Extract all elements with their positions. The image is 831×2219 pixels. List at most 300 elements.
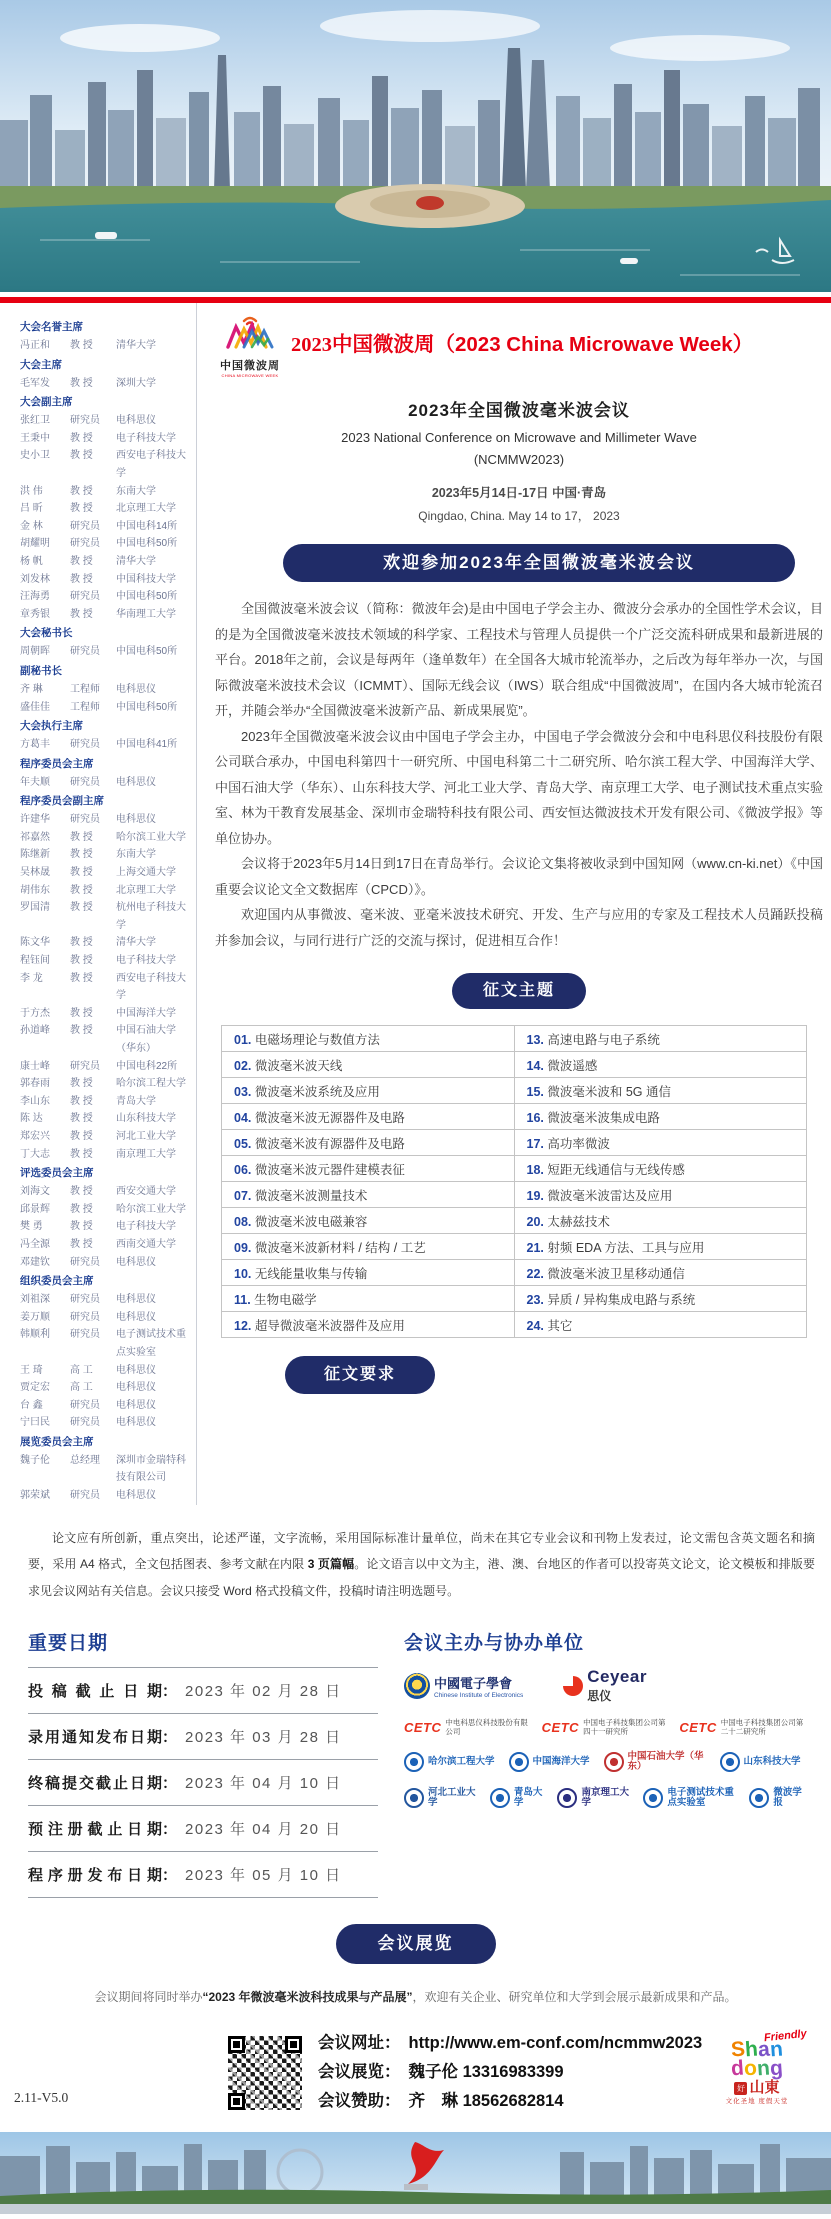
member-name: 胡伟东 xyxy=(20,884,50,896)
welcome-paragraphs xyxy=(215,596,823,953)
member-name: 王 琦 xyxy=(20,1364,43,1376)
topic-cell: 07. 微波毫米波测量技术 xyxy=(222,1182,515,1208)
contact-label: 会议赞助： xyxy=(318,2092,401,2111)
date-value: 2023 年 02 月 28 日 xyxy=(185,1683,342,1701)
contact-value: 魏子伦 13316983399 xyxy=(408,2063,564,2082)
committee-member-row xyxy=(20,699,192,717)
member-title: 教 授 xyxy=(70,1025,93,1037)
organizer-logo-row xyxy=(404,1752,817,1772)
exhibition-text: 会议期间将同时举办“2023 年微波毫米波科技成果与产品展”，欢迎有关企业、研究单位和大学到会展示最新成果和产品。 xyxy=(94,1990,737,2005)
organizer-name: 山东科技大学 xyxy=(743,1757,801,1768)
contact-value: http://www.em-conf.com/ncmmw2023 xyxy=(408,2034,703,2053)
committee-group-title: 大会执行主席 xyxy=(20,720,83,733)
member-affiliation: 深圳市金瑞特科技有限公司 xyxy=(116,1454,186,1484)
member-affiliation: 东南大学 xyxy=(116,849,156,861)
committee-group-title: 程序委员会副主席 xyxy=(20,795,104,808)
date-colon: ： xyxy=(162,1775,178,1793)
committee-member-row xyxy=(20,1236,192,1254)
topic-cell: 23. 异质 / 异构集成电路与系统 xyxy=(514,1286,807,1312)
member-name: 王秉中 xyxy=(20,432,50,444)
member-title: 研究员 xyxy=(70,538,100,550)
cetc-logo-icon: CETC xyxy=(679,1719,717,1735)
member-affiliation: 中国电科41所 xyxy=(116,739,178,751)
committee-member-row xyxy=(20,952,192,970)
important-dates-section xyxy=(28,1618,378,1898)
committee-member-row xyxy=(20,1146,192,1164)
member-name: 章秀银 xyxy=(20,608,50,620)
committee-member-row xyxy=(20,681,192,699)
member-affiliation: 东南大学 xyxy=(116,485,156,497)
member-name: 吕 昕 xyxy=(20,503,43,515)
member-title: 教 授 xyxy=(70,902,93,914)
topic-row xyxy=(222,1052,807,1078)
organizer-logo xyxy=(404,1673,523,1699)
topics-table xyxy=(221,1025,807,1338)
organizer-name: 青岛大学 xyxy=(513,1788,543,1809)
committee-member-row xyxy=(20,1183,192,1201)
organizer-logo xyxy=(404,1718,530,1736)
organizers-section xyxy=(378,1618,817,1898)
member-name: 陈 达 xyxy=(20,1113,43,1125)
member-title: 研究员 xyxy=(70,1294,100,1306)
committee-member-row xyxy=(20,829,192,847)
committee-member-row xyxy=(20,1218,192,1236)
topic-number: 08. xyxy=(234,1214,252,1229)
member-title: 工程师 xyxy=(70,701,100,713)
member-name: 祁嘉然 xyxy=(20,831,50,843)
member-name: 姜万顺 xyxy=(20,1311,50,1323)
contact-line xyxy=(318,2087,702,2116)
microwave-week-logo-icon xyxy=(224,311,276,351)
organizer-name: 中国石油大学（华东） xyxy=(627,1752,704,1773)
welcome-paragraph: 全国微波毫米波会议（简称：微波年会)是由中国电子学会主办、微波分会承办的全国性学术会议，目的是为全国微波毫米波技术领域的科学家、工程技术与管理人员提供一个广泛交流科研成果和最新进展的平台。2018年之前，会议是每两年（逢单数年）在全国各大城市轮流举办，之后改为每年举办一次，与国际微波毫米波技术会议（ICMMT）、国际无线会议（IWS）联合组成“中国微波周”，在国内各大城市轮流召开，并随会举办“全国微波毫米波新产品、新成果展览”。 xyxy=(215,601,823,718)
committee-member-row xyxy=(20,1254,192,1272)
date-label: 预注册截止日期 xyxy=(28,1821,162,1839)
university-logo-icon xyxy=(509,1752,529,1772)
member-affiliation: 电科思仪 xyxy=(116,1311,156,1323)
topic-number: 11. xyxy=(234,1292,251,1307)
organizer-logo xyxy=(720,1752,801,1772)
committee-member-row xyxy=(20,1128,192,1146)
qr-finder-icon xyxy=(228,2036,245,2053)
member-name: 方葛丰 xyxy=(20,739,50,751)
committee-member-row xyxy=(20,1022,192,1057)
member-name: 刘海文 xyxy=(20,1186,50,1198)
member-affiliation: 中国电科22所 xyxy=(116,1060,178,1072)
topic-number: 14. xyxy=(526,1058,544,1073)
important-dates-title: 重要日期 xyxy=(28,1633,109,1655)
topic-row xyxy=(222,1234,807,1260)
member-affiliation: 深圳大学 xyxy=(116,377,156,389)
member-affiliation: 清华大学 xyxy=(116,340,156,351)
member-name: 史小卫 xyxy=(20,450,50,462)
member-affiliation: 电子科技大学 xyxy=(116,955,176,967)
date-value: 2023 年 04 月 20 日 xyxy=(185,1821,342,1839)
member-affiliation: 河北工业大学 xyxy=(116,1130,176,1142)
member-affiliation: 中国石油大学（华东） xyxy=(116,1025,176,1054)
committee-member-row xyxy=(20,483,192,501)
committee-member-row xyxy=(20,1397,192,1415)
committee-member-row xyxy=(20,447,192,482)
upper-content xyxy=(0,303,831,1505)
welcome-paragraph: 欢迎国内从事微波、毫米波、亚毫米波技术研究、开发、生产与应用的专家及工程技术人员踊跃投稿并参加会议，与同行进行广泛的交流与探讨，促进相互合作！ xyxy=(215,907,823,948)
date-row xyxy=(28,1667,378,1714)
member-affiliation: 中国科技大学 xyxy=(116,573,176,585)
member-affiliation: 电科思仪 xyxy=(116,776,156,788)
committee-group-title: 展览委员会主席 xyxy=(20,1435,94,1448)
member-affiliation: 电科思仪 xyxy=(116,1417,156,1429)
organizer-name: 河北工业大学 xyxy=(428,1788,476,1809)
organizer-name: 电子测试技术重点实验室 xyxy=(667,1788,734,1809)
member-title: 教 授 xyxy=(70,608,93,620)
member-title: 教 授 xyxy=(70,867,93,879)
committee-group-title: 大会主席 xyxy=(20,358,62,371)
university-logo-icon xyxy=(643,1788,663,1808)
committee-group-title: 组织委员会主席 xyxy=(20,1275,94,1288)
member-name: 于方杰 xyxy=(20,1007,50,1019)
committee-member-row xyxy=(20,1075,192,1093)
footer-photo xyxy=(0,2132,831,2219)
member-affiliation: 清华大学 xyxy=(116,937,156,949)
topic-number: 21. xyxy=(526,1240,544,1255)
member-affiliation: 电子科技大学 xyxy=(116,432,176,444)
committee-group-title: 评选委员会主席 xyxy=(20,1167,94,1180)
date-colon: ： xyxy=(162,1729,178,1747)
topic-cell: 18. 短距无线通信与无线传感 xyxy=(514,1156,807,1182)
member-affiliation: 电科思仪 xyxy=(116,415,156,427)
organizer-name: 中电科思仪科技股份有限公司 xyxy=(445,1718,528,1737)
member-affiliation: 电科思仪 xyxy=(116,1364,156,1376)
organizers-title: 会议主办与协办单位 xyxy=(404,1633,585,1655)
organizer-logo xyxy=(749,1788,809,1808)
date-value: 2023 年 04 月 10 日 xyxy=(185,1775,342,1793)
topic-number: 19. xyxy=(526,1188,544,1203)
member-affiliation: 南京理工大学 xyxy=(116,1148,176,1160)
topic-number: 16. xyxy=(526,1110,544,1125)
committee-member-row xyxy=(20,970,192,1005)
member-title: 教 授 xyxy=(70,937,93,949)
version-label: 2.11-V5.0 xyxy=(14,2090,69,2106)
important-dates-list xyxy=(28,1667,378,1898)
member-title: 教 授 xyxy=(70,849,93,861)
shandong-word1: Shan xyxy=(730,2037,784,2062)
date-label: 程序册发布日期 xyxy=(28,1867,162,1885)
member-affiliation: 电子科技大学 xyxy=(116,1221,176,1233)
topic-row xyxy=(222,1182,807,1208)
member-title: 研究员 xyxy=(70,1490,100,1502)
conference-abbr: (NCMMW2023) xyxy=(473,452,565,467)
member-title: 教 授 xyxy=(70,1221,93,1233)
committee-member-row xyxy=(20,337,192,355)
committee-member-row xyxy=(20,934,192,952)
welcome-paragraph: 会议将于2023年5月14日到17日在青岛举行。会议论文集将被收录到中国知网（www.cn-ki.net）《中国重要会议论文全文数据库（CPCD）》。 xyxy=(215,856,823,897)
friendly-label: Friendly xyxy=(763,2028,808,2045)
committee-member-row xyxy=(20,1110,192,1128)
organizer-name: 南京理工大学 xyxy=(581,1788,629,1809)
committee-member-row xyxy=(20,588,192,606)
member-name: 汪海勇 xyxy=(20,591,50,603)
shandong-word2: dong xyxy=(730,2056,784,2081)
topic-cell: 24. 其它 xyxy=(514,1312,807,1338)
organizer-name: 中國電子學會 xyxy=(434,1675,513,1691)
committee-member-row xyxy=(20,643,192,661)
topic-number: 13. xyxy=(526,1032,544,1047)
member-title: 教 授 xyxy=(70,955,93,967)
member-affiliation: 西安电子科技大学 xyxy=(116,972,186,1002)
committee-member-row xyxy=(20,1005,192,1023)
member-name: 丁大志 xyxy=(20,1148,50,1160)
member-affiliation: 中国电科50所 xyxy=(116,591,178,603)
topic-number: 23. xyxy=(526,1292,544,1307)
date-colon: ： xyxy=(162,1867,178,1885)
topic-number: 12. xyxy=(234,1318,252,1333)
member-title: 教 授 xyxy=(70,1007,93,1019)
committee-member-row xyxy=(20,1093,192,1111)
member-name: 罗国清 xyxy=(20,902,50,914)
topic-number: 09. xyxy=(234,1240,252,1255)
committee-member-row xyxy=(20,846,192,864)
requirements-text: 论文应有所创新，重点突出，论述严谨，文字流畅，采用国际标准计量单位，尚未在其它专业会议和刊物上发表过，论文需包含英文题名和摘要，采用 A4 格式，全文包括图表、参考文献在内限 3 页篇幅。论文语言以中文为主，港、澳、台地区的作者可以投寄英文论文，论文模板和排版要求见会议网站有关信息。会议只接受 Word 格式投稿文件，投稿时请注明选题号。 xyxy=(28,1530,815,1598)
committee-member-row xyxy=(20,412,192,430)
university-logo-icon xyxy=(490,1788,510,1808)
member-title: 研究员 xyxy=(70,739,100,751)
date-label: 录用通知发布日期 xyxy=(28,1729,162,1747)
cie-logo-icon xyxy=(404,1673,430,1699)
committee-member-row xyxy=(20,430,192,448)
date-row xyxy=(28,1806,378,1852)
organizer-name: 微波学报 xyxy=(773,1788,802,1809)
topic-cell: 04. 微波毫米波无源器件及电路 xyxy=(222,1104,515,1130)
member-title: 高 工 xyxy=(70,1382,93,1394)
header-photo xyxy=(0,0,831,297)
date-row xyxy=(28,1852,378,1898)
topic-number: 24. xyxy=(526,1318,544,1333)
topic-row xyxy=(222,1104,807,1130)
member-affiliation: 山东科技大学 xyxy=(116,1113,176,1125)
organizer-name: 哈尔滨工程大学 xyxy=(428,1757,495,1768)
topic-number: 18. xyxy=(526,1162,544,1177)
committee-member-row xyxy=(20,375,192,393)
member-name: 郭春雨 xyxy=(20,1078,50,1090)
organizer-name: 中国电子科技集团公司第四十一研究所 xyxy=(583,1718,666,1737)
organizer-logo xyxy=(679,1718,805,1736)
member-title: 研究员 xyxy=(70,1417,100,1429)
date-value: 2023 年 03 月 28 日 xyxy=(185,1729,342,1747)
contact-lines xyxy=(318,2029,702,2116)
topic-row xyxy=(222,1286,807,1312)
member-title: 教 授 xyxy=(70,1203,93,1215)
university-logo-icon xyxy=(749,1788,769,1808)
member-title: 研究员 xyxy=(70,776,100,788)
organizer-logos xyxy=(404,1667,817,1808)
member-title: 教 授 xyxy=(70,831,93,843)
member-title: 教 授 xyxy=(70,485,93,497)
university-logo-icon xyxy=(404,1752,424,1772)
organizer-logo xyxy=(542,1718,668,1736)
topic-cell: 22. 微波毫米波卫星移动通信 xyxy=(514,1260,807,1286)
member-affiliation: 中国电科50所 xyxy=(116,701,178,713)
topic-cell: 03. 微波毫米波系统及应用 xyxy=(222,1078,515,1104)
qr-finder-icon xyxy=(285,2036,302,2053)
member-name: 邱景辉 xyxy=(20,1203,50,1215)
page-title: 2023中国微波周（2023 China Microwave Week） xyxy=(291,333,754,356)
member-name: 吴林晟 xyxy=(20,867,50,879)
topic-number: 03. xyxy=(234,1084,252,1099)
member-affiliation: 电科思仪 xyxy=(116,814,156,826)
welcome-banner: 欢迎参加2023年全国微波毫米波会议 xyxy=(283,544,795,582)
member-title: 教 授 xyxy=(70,1113,93,1125)
member-name: 齐 琳 xyxy=(20,683,43,695)
member-name: 金 林 xyxy=(20,520,43,532)
topic-cell: 02. 微波毫米波天线 xyxy=(222,1052,515,1078)
member-title: 研究员 xyxy=(70,1399,100,1411)
member-affiliation: 西安交通大学 xyxy=(116,1186,176,1198)
topic-cell: 14. 微波遥感 xyxy=(514,1052,807,1078)
member-title: 教 授 xyxy=(70,1130,93,1142)
topic-cell: 13. 高速电路与电子系统 xyxy=(514,1026,807,1052)
committee-member-row xyxy=(20,1058,192,1076)
committee-group-title: 副秘书长 xyxy=(20,664,62,677)
member-name: 樊 勇 xyxy=(20,1221,43,1233)
logo-zh-label: 中国微波周 xyxy=(220,360,280,372)
member-affiliation: 电科思仪 xyxy=(116,1256,156,1268)
date-row xyxy=(28,1760,378,1806)
member-affiliation: 电科思仪 xyxy=(116,1382,156,1394)
contact-label: 会议网址： xyxy=(318,2034,401,2053)
date-label: 终稿提交截止日期 xyxy=(28,1775,162,1793)
committee-sidebar xyxy=(0,303,196,1505)
member-title: 教 授 xyxy=(70,1078,93,1090)
committee-group-title: 大会副主席 xyxy=(20,396,73,409)
member-name: 魏子伦 xyxy=(20,1454,50,1466)
member-name: 孙道峰 xyxy=(20,1025,50,1037)
committee-member-row xyxy=(20,899,192,934)
committee-member-row xyxy=(20,1362,192,1380)
date-colon: ： xyxy=(162,1821,178,1839)
organizer-name: Ceyear xyxy=(587,1667,647,1687)
member-name: 韩顺利 xyxy=(20,1329,50,1341)
topic-cell: 01. 电磁场理论与数值方法 xyxy=(222,1026,515,1052)
qr-finder-icon xyxy=(228,2093,245,2110)
member-affiliation: 西南交通大学 xyxy=(116,1238,176,1250)
organizer-logo xyxy=(563,1667,647,1704)
member-title: 教 授 xyxy=(70,573,93,585)
member-name: 冯全源 xyxy=(20,1238,50,1250)
qr-code xyxy=(228,2036,302,2110)
member-affiliation: 北京理工大学 xyxy=(116,884,176,896)
member-affiliation: 清华大学 xyxy=(116,555,156,567)
member-name: 贾定宏 xyxy=(20,1382,50,1394)
member-affiliation: 哈尔滨工程大学 xyxy=(116,1078,186,1090)
topic-number: 15. xyxy=(526,1084,544,1099)
organizer-logo xyxy=(643,1788,741,1808)
member-name: 周朝晖 xyxy=(20,646,50,658)
member-name: 刘发林 xyxy=(20,573,50,585)
member-title: 教 授 xyxy=(70,377,93,389)
topic-cell: 08. 微波毫米波电磁兼容 xyxy=(222,1208,515,1234)
member-affiliation: 哈尔滨工业大学 xyxy=(116,831,186,843)
sidebar-groups xyxy=(20,318,192,1505)
organizer-logo-row xyxy=(404,1788,817,1808)
welcome-paragraph: 2023年全国微波毫米波会议由中国电子学会主办，中国电子学会微波分会和中电科思仪科技股份有限公司联合承办，中国电科第四十一研究所、中国电科第二十二研究所、哈尔滨工程大学、中国海洋大学、中国石油大学（华东）、山东科技大学、河北工业大学、青岛大学、南京理工大学、电子测试技术重点实验室、林为干教育发展基金、深圳市金瑞特科技有限公司、西安恒达微波技术开发有限公司、《微波学报》等单位协办。 xyxy=(215,728,823,846)
topic-cell: 20. 太赫兹技术 xyxy=(514,1208,807,1234)
member-name: 程钰间 xyxy=(20,955,50,967)
topic-cell: 19. 微波毫米波雷达及应用 xyxy=(514,1182,807,1208)
member-name: 年夫顺 xyxy=(20,776,50,788)
committee-member-row xyxy=(20,553,192,571)
topic-number: 04. xyxy=(234,1110,252,1125)
organizer-logo-row xyxy=(404,1667,817,1704)
member-title: 总经理 xyxy=(70,1454,100,1466)
date-colon: ： xyxy=(162,1683,178,1701)
university-logo-icon xyxy=(720,1752,740,1772)
member-name: 洪 伟 xyxy=(20,485,43,497)
organizer-subname: Chinese Institute of Electronics xyxy=(434,1691,524,1699)
member-affiliation: 西安电子科技大学 xyxy=(116,450,186,479)
member-affiliation: 电科思仪 xyxy=(116,1399,156,1411)
topic-number: 20. xyxy=(526,1214,544,1229)
topic-cell: 15. 微波毫米波和 5G 通信 xyxy=(514,1078,807,1104)
member-name: 刘祖深 xyxy=(20,1294,50,1306)
topic-number: 07. xyxy=(234,1188,252,1203)
member-name: 康士峰 xyxy=(20,1060,50,1072)
topic-cell: 05. 微波毫米波有源器件及电路 xyxy=(222,1130,515,1156)
organizer-logo xyxy=(509,1752,590,1772)
footer xyxy=(0,2029,809,2116)
member-affiliation: 华南理工大学 xyxy=(116,608,176,620)
committee-member-row xyxy=(20,535,192,553)
committee-group-title: 大会名誉主席 xyxy=(20,321,83,333)
committee-member-row xyxy=(20,864,192,882)
organizer-name: 中国电子科技集团公司第二十二研究所 xyxy=(720,1718,804,1737)
member-title: 研究员 xyxy=(70,1256,100,1268)
member-title: 教 授 xyxy=(70,1238,93,1250)
shandong-tourism-logo xyxy=(705,2028,809,2106)
member-affiliation: 中国电科14所 xyxy=(116,520,178,532)
shandong-hanzi: 山東 xyxy=(749,2080,780,2097)
topic-row xyxy=(222,1260,807,1286)
committee-group-title: 程序委员会主席 xyxy=(20,757,94,770)
committee-member-row xyxy=(20,1379,192,1397)
organizer-logo-row xyxy=(404,1718,817,1736)
committee-member-row xyxy=(20,1326,192,1361)
date-row xyxy=(28,1714,378,1760)
cetc-logo-icon: CETC xyxy=(541,1719,580,1735)
member-affiliation: 电子测试技术重点实验室 xyxy=(116,1329,186,1358)
member-title: 教 授 xyxy=(70,1186,93,1198)
member-name: 盛佳佳 xyxy=(20,701,50,713)
china-microwave-week-logo xyxy=(215,311,285,378)
topic-row xyxy=(222,1156,807,1182)
topic-cell: 21. 射频 EDA 方法、工具与应用 xyxy=(514,1234,807,1260)
committee-group-title: 大会秘书长 xyxy=(20,627,73,640)
member-title: 教 授 xyxy=(70,884,93,896)
member-title: 教 授 xyxy=(70,340,93,351)
committee-member-row xyxy=(20,1291,192,1309)
member-title: 研究员 xyxy=(70,814,100,826)
member-affiliation: 中国电科50所 xyxy=(116,538,178,550)
shandong-tagline: 文化圣地 度假天堂 xyxy=(725,2098,789,2106)
topic-number: 10. xyxy=(234,1266,252,1281)
member-name: 陈继新 xyxy=(20,849,50,861)
topic-cell: 12. 超导微波毫米波器件及应用 xyxy=(222,1312,515,1338)
committee-member-row xyxy=(20,1309,192,1327)
member-name: 张红卫 xyxy=(20,415,50,427)
topic-row xyxy=(222,1312,807,1338)
member-name: 许建华 xyxy=(20,814,50,826)
topic-cell: 17. 高功率微波 xyxy=(514,1130,807,1156)
member-name: 宁曰民 xyxy=(20,1417,50,1429)
